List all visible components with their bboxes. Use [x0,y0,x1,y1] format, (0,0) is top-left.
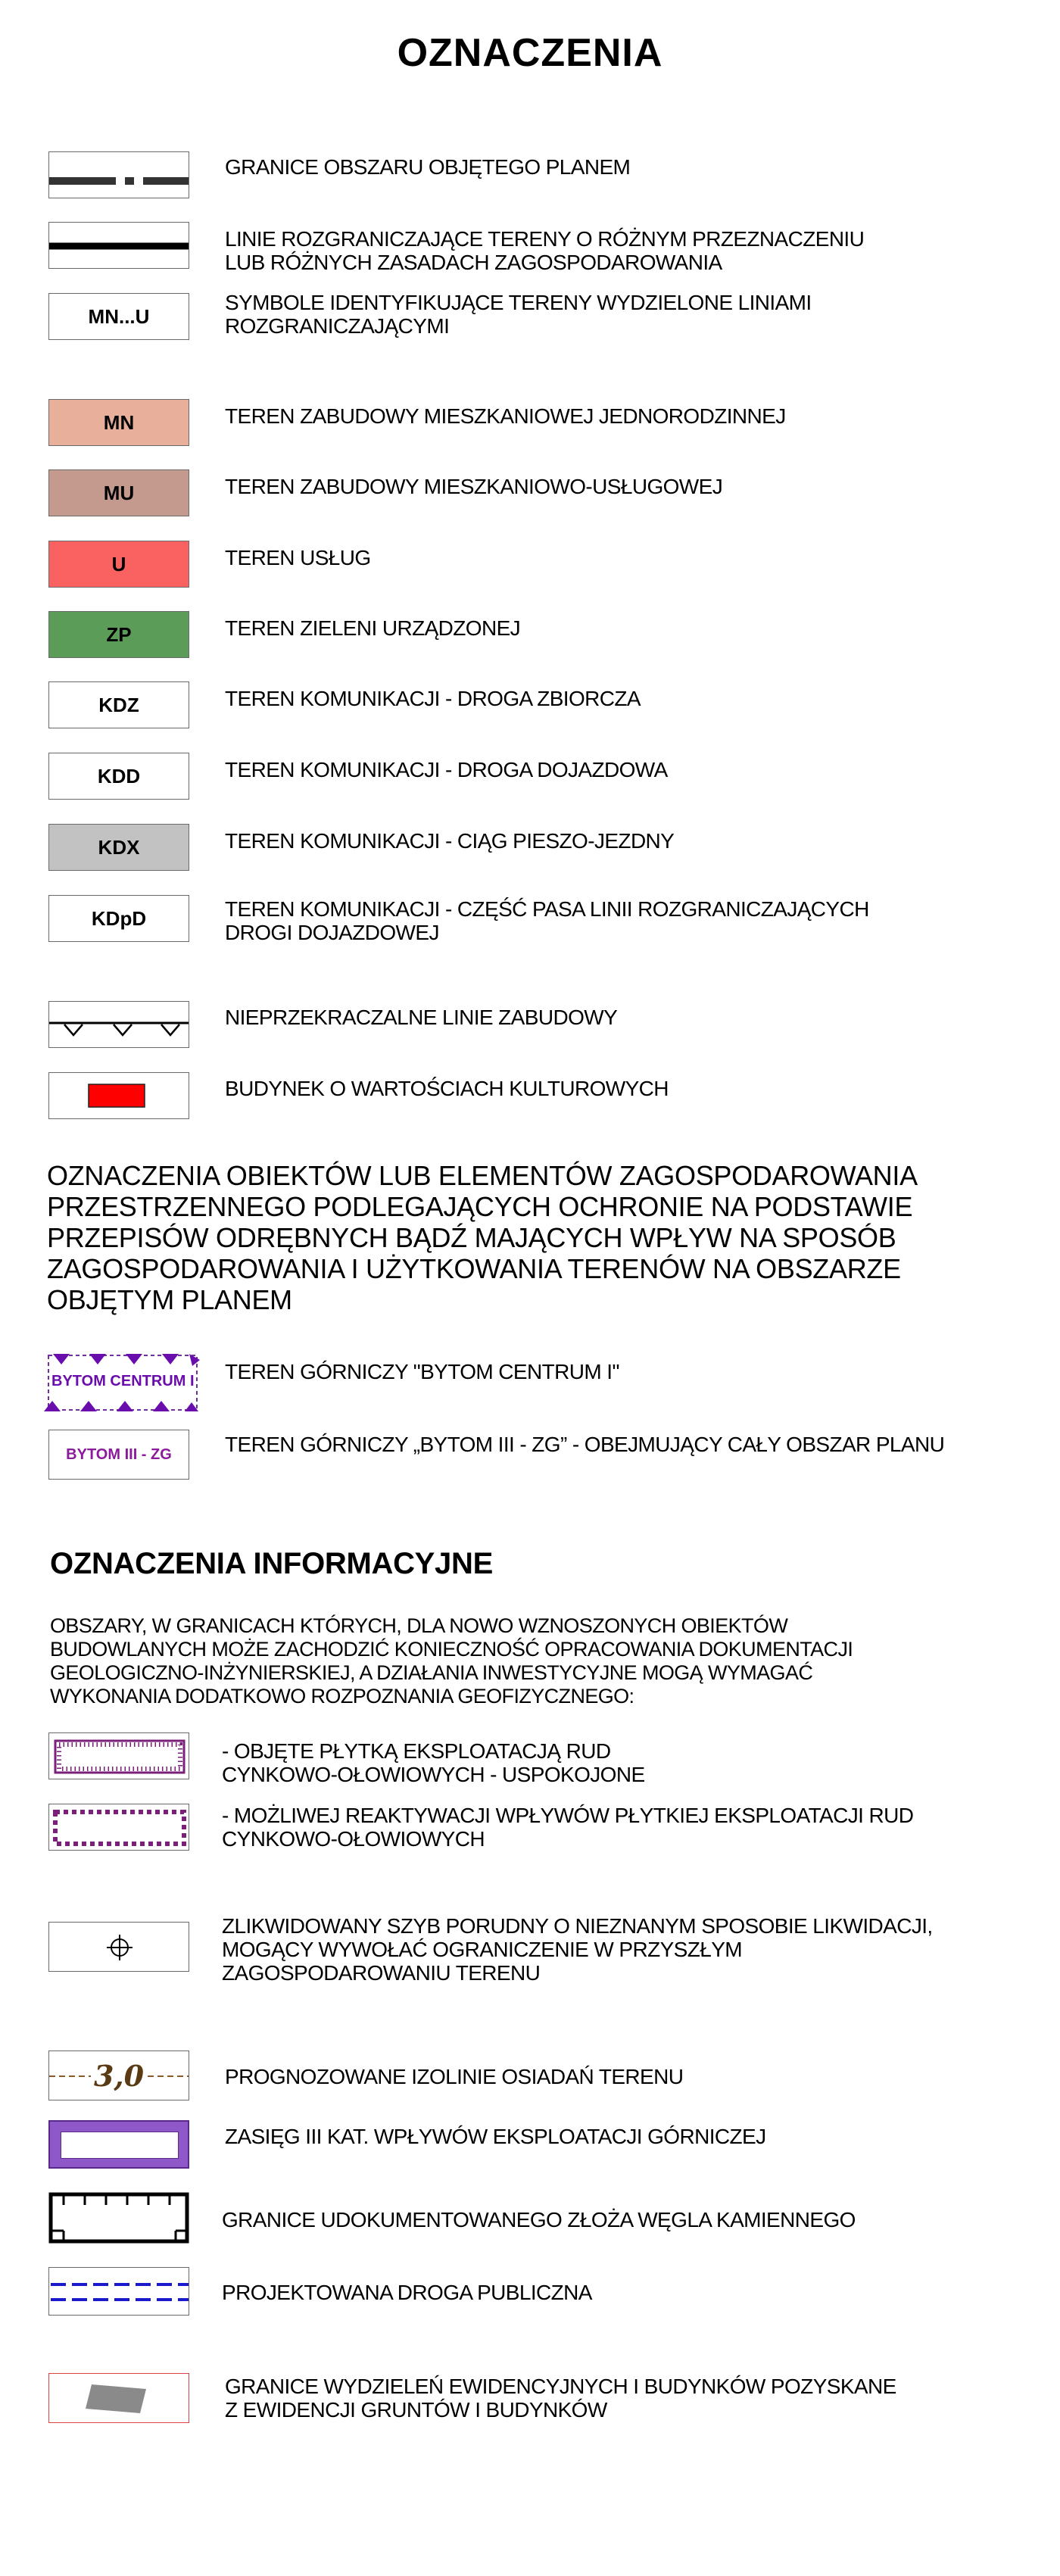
legend-label-mn: TEREN ZABUDOWY MIESZKANIOWEJ JEDNORODZINNEJ [225,404,786,428]
info-label-ore-calm: - OBJĘTE PŁYTKĄ EKSPLOATACJĄ RUD CYNKOWO-OŁOWIOWYCH - USPOKOJONE [222,1739,645,1786]
symbol-code: U [111,552,126,575]
legend-label-building-lines: NIEPRZEKRACZALNE LINIE ZABUDOWY [225,1006,618,1029]
zone-kdd-swatch [48,753,189,800]
legend-label-kdx: TEREN KOMUNIKACJI - CIĄG PIESZO-JEZDNY [225,829,675,853]
ore-exploitation-calm-symbol [48,1732,189,1779]
mining-area-bytom-iii-symbol [48,1430,189,1480]
tick-rectangle-icon [48,2191,189,2244]
legend-label-cultural-building: BUDYNEK O WARTOŚCIACH KULTUROWYCH [225,1077,669,1100]
zone-u-swatch [48,541,189,588]
symbol-code: MN [103,410,135,434]
mining-area-code: BYTOM III - ZG [66,1445,172,1463]
zone-kdpd-swatch [48,895,189,942]
zone-kdz-swatch [48,681,189,728]
red-rectangle-icon [49,1073,189,1119]
legend-label-plan-boundary: GRANICE OBSZARU OBJĘTEGO PLANEM [225,155,631,179]
isoline-value: 3,0 [91,2059,147,2093]
legend-label-symbols: SYMBOLE IDENTYFIKUJĄCE TERENY WYDZIELONE LINIAMI ROZGRANICZAJĄCYMI [225,291,812,338]
zone-kdx-swatch [48,824,189,871]
mining-influence-inner [61,2132,179,2159]
info-label-public-road: PROJEKTOWANA DROGA PUBLICZNA [222,2281,592,2304]
building-line-symbol [48,1001,189,1048]
crosshair-icon [49,1923,189,1972]
protected-heading: OZNACZENIA OBIEKTÓW LUB ELEMENTÓW ZAGOSPODAROWANIA PRZESTRZENNEGO PODLEGAJĄCYCH OCHRONIE NA PODSTAWIE PRZEPISÓW ODRĘBNYCH BĄDŹ MAJĄCYCH WPŁYW NA SPOSÓB ZAGOSPODAROWANIA I UŻYTKOWANIA TERENÓW NA OBSZARZE OBJĘTYM PLANEM [47,1160,918,1315]
liquidated-shaft-symbol [48,1922,189,1972]
subsidence-isoline-symbol [48,2051,189,2100]
info-paragraph: OBSZARY, W GRANICACH KTÓRYCH, DLA NOWO WZNOSZONYCH OBIEKTÓW BUDOWLANYCH MOŻE ZACHODZIĆ KONIECZNOŚĆ OPRACOWANIA DOKUMENTACJI GEOLOGICZNO-INŻYNIERSKIEJ, A DZIAŁANIA INWESTYCYJNE MOGĄ WYMAGAĆ WYKONANIA DODATKOWO ROZPOZNANIA GEOFIZYCZNEGO: [50,1614,853,1707]
info-label-cadastral: GRANICE WYDZIELEŃ EWIDENCYJNYCH I BUDYNKÓW POZYSKANE Z EWIDENCJI GRUNTÓW I BUDYNKÓW [225,2375,896,2422]
mining-area-bytom-centrum-symbol [42,1349,203,1416]
symbol-code: MN...U [88,304,150,328]
legend-label-u: TEREN USŁUG [225,546,371,569]
legend-label-kdpd: TEREN KOMUNIKACJI - CZĘŚĆ PASA LINII ROZGRANICZAJĄCYCH DROGI DOJAZDOWEJ [225,897,869,944]
legend-label-kdz: TEREN KOMUNIKACJI - DROGA ZBIORCZA [225,687,641,710]
info-label-mining-influence: ZASIĘG III KAT. WPŁYWÓW EKSPLOATACJI GÓRNICZEJ [225,2125,766,2148]
planned-public-road-symbol [48,2267,189,2316]
symbol-code: MU [103,481,135,504]
symbol-code: ZP [106,622,132,646]
legend-label-kdd: TEREN KOMUNIKACJI - DROGA DOJAZDOWA [225,758,668,781]
plan-boundary-symbol [48,151,189,198]
symbol-code: KDZ [98,693,139,716]
legend-label-mu: TEREN ZABUDOWY MIESZKANIOWO-USŁUGOWEJ [225,475,723,498]
symbol-code: KDD [97,764,141,787]
purple-dotted-rectangle-icon [49,1804,189,1851]
symbols-id-symbol [48,293,189,340]
zone-mn-swatch [48,399,189,446]
info-label-shaft: ZLIKWIDOWANY SZYB PORUDNY O NIEZNANYM SPOSOBIE LIKWIDACJI, MOGĄCY WYWOŁAĆ OGRANICZENIE W PRZYSZŁYM ZAGOSPODAROWANIU TERENU [222,1914,933,1985]
symbol-code: KDpD [91,906,147,930]
info-label-ore-reactivation: - MOŻLIWEJ REAKTYWACJI WPŁYWÓW PŁYTKIEJ EKSPLOATACJI RUD CYNKOWO-OŁOWIOWYCH [222,1804,914,1851]
symbol-code: KDX [98,835,140,859]
coal-deposit-boundary-symbol [48,2191,189,2244]
triangle-line-icon [49,1002,189,1048]
mining-influence-zone-symbol [48,2120,189,2169]
zone-mu-swatch [48,469,189,516]
dash-dot-line-icon [49,152,189,198]
mining-area-code: BYTOM CENTRUM I [51,1373,195,1389]
info-heading: OZNACZENIA INFORMACYJNE [50,1547,493,1580]
info-label-coal-deposit: GRANICE UDOKUMENTOWANEGO ZŁOŻA WĘGLA KAMIENNEGO [222,2208,856,2231]
protected-label-bytom-centrum: TEREN GÓRNICZY "BYTOM CENTRUM I" [225,1360,619,1383]
legend-label-demarcation: LINIE ROZGRANICZAJĄCE TERENY O RÓŻNYM PRZEZNACZENIU LUB RÓŻNYCH ZASADACH ZAGOSPODAROWANIA [225,227,865,274]
thick-line-icon [49,223,189,269]
info-label-isoline: PROGNOZOWANE IZOLINIE OSIADAŃ TERENU [225,2065,684,2088]
zone-zp-swatch [48,611,189,658]
cadastral-boundary-symbol [48,2373,189,2423]
cultural-building-symbol [48,1072,189,1119]
protected-label-bytom-iii: TEREN GÓRNICZY „BYTOM III - ZG” - OBEJMUJĄCY CAŁY OBSZAR PLANU [225,1433,945,1456]
demarcation-line-symbol [48,222,189,269]
ore-exploitation-reactivation-symbol [48,1804,189,1851]
blue-dashed-road-icon [49,2268,189,2316]
purple-hatched-rectangle-icon [49,1733,189,1779]
legend-label-zp: TEREN ZIELENI URZĄDZONEJ [225,616,521,640]
building-parcel-icon [49,2374,189,2423]
page-title: OZNACZENIA [397,31,663,75]
